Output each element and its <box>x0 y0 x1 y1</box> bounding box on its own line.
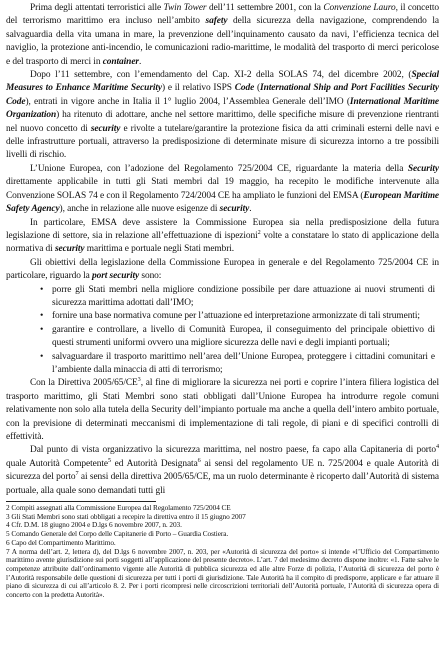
footnote-item: 3 Gli Stati Membri sono stati obbligati a recepire la direttiva entro il 15 giugno 2007 <box>6 511 246 521</box>
text-run: Dal punto di vista organizzativo la sicurezza marittima, nel nostro paese, fa capo alla Capitaneria di porto <box>30 445 436 456</box>
text-run: container <box>102 56 139 67</box>
text-run: Con la Direttiva 2005/65/CE <box>30 378 138 389</box>
footnote-item: 2 Compiti assegnati alla Commissione Europea dal Regolamento 725/2004 CE <box>6 503 231 513</box>
paragraph-p3 <box>6 163 439 217</box>
text-run: International Ship and Port Facilities Security Code <box>6 83 439 107</box>
text-run: Prima degli attentati terroristici alle <box>30 3 164 13</box>
text-run: , al fine di migliorare la sicurezza nei porti e coprire l’intera filiera logistica del trasporto marittimo, gli Stati Membri sono stati obbligati dall’Unione Europea ha introdurre regole comuni relativamente non solo alla tutela della Security dell’impianto portuale ma anche a quella dell’intero ambito portuale, con la previsione di determinati meccanismi di implementazione di tali regole, di piani e di specifici controlli di effettività. <box>6 378 439 442</box>
text-run: Code <box>234 83 255 94</box>
footnote-separator <box>6 501 156 502</box>
text-run: European Maritime Safety Agency <box>6 190 439 215</box>
paragraph-p5 <box>6 257 439 284</box>
paragraph-p4 <box>6 217 439 257</box>
text-run: e rivolte a tutelare/garantire la protezione fisica da atti criminali esterni delle navi e delle infrastrutture portuali, attraverso la predisposizione di determinate misure di sicurezza intorno a tre possibili livelli di rischio. <box>6 123 439 161</box>
text-run: . <box>249 204 252 215</box>
text-run: ai sensi della direttiva 2005/65/CE, ma un ruolo determinante è ricoperto dall’Autorità di sistema portuale, alla quale sono demandati tutti gli <box>6 472 440 496</box>
paragraph-p2 <box>6 69 439 163</box>
objective-item: • porre gli Stati membri nella migliore condizione possibile per dare attuazione ai nuovi strumenti di sicurezza marittima adottati dall’IMO; <box>52 284 435 311</box>
footnotes <box>6 504 439 600</box>
text-run: direttamente applicabile in tutti gli Stati membri dal 19 maggio, ha recepito le modifiche intervenute alla Convenzione SOLAS 74 e con il Regolamento 724/2004 CE ha ampliato le funzioni del EMSA ( <box>6 177 439 201</box>
text-run: L’Unione Europea, con l’adozione del Regolamento 725/2004 CE, riguardante la materia della <box>30 163 408 174</box>
text-run: ), entrati in vigore anche in Italia il 1° luglio 2004, l’Assemblea Generale dell’IMO ( <box>25 96 350 107</box>
text-run: volte a constatare lo stato di applicazione della normativa di <box>6 230 439 255</box>
paragraph-p1 <box>6 2 439 69</box>
footnote-ref: 6 <box>197 456 201 464</box>
text-run: Special Measures to Enhance Maritime Security <box>6 70 439 94</box>
text-run: In particolare, EMSA deve assistere la Commissione Europea sia nella predisposizione della futura legislazione di settore, sia in relazione all’effettuazione di ispezioni <box>6 217 439 241</box>
body-text <box>6 2 439 284</box>
text-run: Dopo l’11 settembre, con l’emendamento del Cap. XI-2 della SOLAS 74, del dicembre 2002, ( <box>30 70 412 81</box>
text-run: safety <box>205 16 228 27</box>
text-run: della sicurezza della navigazione, comprendendo la salvaguardia della vita umana in mare, la prevenzione dell’inquinamento causato da navi, l’efficienza tecnica del naviglio, la protezione anti-incendio, le comunicazioni radio-marittime, le modalità del trasporto di merci pericolose e del trasporto di merci in <box>6 16 439 67</box>
text-run: . <box>138 56 142 67</box>
text-run: Gli obiettivi della legislazione della Commissione Europea in generale e del Regolamento 725/2004 CE in particolare, riguardo la <box>6 257 439 282</box>
text-run: security <box>54 244 85 255</box>
footnote-ref: 3 <box>137 376 141 384</box>
text-run: ai sensi del regolamento UE n. 725/2004 e quale Autorità di sicurezza del porto <box>6 458 439 483</box>
text-run: Security <box>407 163 439 174</box>
text-run: , il concetto del terrorismo marittimo era incluso nell’ambito <box>6 3 439 27</box>
objectives-list <box>6 284 439 378</box>
objective-item: • garantire e controllare, a livello di Comunità Europea, il conseguimento del principale obiettivo di questi strumenti uniformi ovvero una migliore sicurezza delle navi e degli impianti portuali; <box>52 324 435 351</box>
footnote-ref: 5 <box>107 456 111 464</box>
text-run: security <box>219 204 250 215</box>
text-run: dell’11 settembre 2001, con la <box>206 3 324 13</box>
footnote-item: 6 Capo del Compartimento Marittimo. <box>6 537 116 547</box>
footnote-ref: 7 <box>75 470 79 478</box>
text-run: International Maritime Organization <box>6 96 439 121</box>
footnote-ref: 4 <box>435 443 439 451</box>
text-run: port security <box>91 271 140 282</box>
text-run: security <box>90 123 121 134</box>
text-run: marittima e portuale negli Stati membri. <box>84 244 235 255</box>
footnote-item: 5 Comando Generale del Corpo delle Capitanerie di Porto – Guardia Costiera. <box>6 529 229 539</box>
body-text-continued <box>6 377 439 498</box>
footnote-ref: 2 <box>257 228 261 236</box>
footnote-item: 7 A norma dell’art. 2, lettera d), del D.lgs 6 novembre 2007, n. 203, per «Autorità di sicurezza del porto» si intende «l’Ufficio del Compartimento marittimo avente giurisdizione sui porti soggetti all’applicazione del presente decreto». L’art. 7 del medesimo decreto dispone inoltre: «1. Fatte salve le competenze attribuite dall’ordinamento vigente alle Autorità di pubblica sicurezza ed alle altre Forze di polizia, l’Autorità di sicurezza del porto è l’Autorità responsabile delle questioni di sicurezza per tutti i porti di giurisdizione. Tale Autorità ha il compito di predisporre, applicare e far attuare il piano di sicurezza di cui all’articolo 8. 2. Per i porti ricompresi nelle circoscrizioni territoriali dell’Autorità portuale, l’Autorità di sicurezza opera di concerto con la predetta Autorità». <box>6 546 439 600</box>
text-run: ), anche in relazione alle nuove esigenze di <box>59 204 220 215</box>
text-run: Twin Tower <box>163 3 207 13</box>
text-run: ) e il relativo ISPS <box>162 83 235 94</box>
paragraph-p6 <box>6 377 439 444</box>
objective-item: • fornire una base normativa comune per l’attuazione ed interpretazione armonizzate di tali strumenti; <box>52 310 435 323</box>
text-run: ed Autorità Designata <box>110 458 198 469</box>
text-run: quale Autorità Competente <box>6 458 108 469</box>
footnote-item: 4 Cfr. D.M. 18 giugno 2004 e D.lgs 6 novembre 2007, n. 203. <box>6 520 182 530</box>
objective-item: • salvaguardare il trasporto marittimo nell’area dell’Unione Europea, proteggere i cittadini comunitari e l’ambiente dalla minaccia di atti di terrorismo; <box>52 351 435 378</box>
paragraph-p7 <box>6 444 439 498</box>
text-run: sono: <box>139 271 162 282</box>
text-run: ) ha ritenuto di adottare, anche nel settore marittimo, delle specifiche misure di prevenzione rientranti nel nuovo concetto di <box>6 110 439 134</box>
text-run: ( <box>254 83 261 94</box>
text-run: Convenzione Lauro <box>323 3 396 13</box>
